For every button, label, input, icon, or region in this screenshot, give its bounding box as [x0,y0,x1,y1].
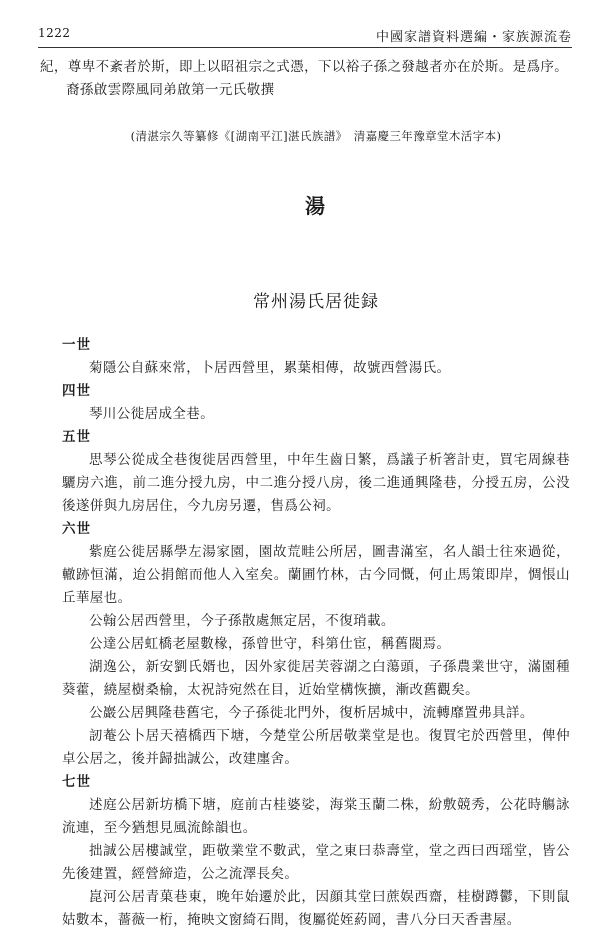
surname-heading: 湯 [305,194,327,218]
generation-paragraph: 崑河公居青菓巷東，晚年始遷於此，因顔其堂曰蔗娱西齋，桂樹蹲鬱，下則鼠姑數本，薔薇一桁，掩映文窗綺石間，復屬從姪葯岡，書八分曰天香書屋。 [62,889,570,928]
generation-paragraph: 公翰公居西營里，今子孫散處無定居，不復琑載。 [89,613,395,629]
generation-paragraph: 琴川公徙居成全巷。 [89,406,215,422]
generation-paragraph: 紫庭公徙居縣學左湯家園，園故荒畦公所居，圖書滿室，名人韻士往來過從，轍跡恒滿，迨公捐館而他人入室矣。蘭圃竹林，古今同慨，何止馬策即岸，惆悵山丘華屋也。 [62,544,570,606]
page-body [40,56,570,932]
generation-heading: 一世 [62,337,91,353]
source-citation: (清湛宗久等纂修《[湖南平江]湛氏族譜》 清嘉慶三年豫章堂木活字本) [130,129,502,143]
generation-paragraph: 公達公居虹橋老屋數椽，孫曾世守，科第仕宦，稱舊閥焉。 [89,636,451,652]
generation-heading: 六世 [62,521,91,537]
generation-paragraph: 訒菴公卜居天禧橋西下塘，今楚堂公所居敬業堂是也。復買宅於西營里，俾仲卓公居之，後并歸拙誠公，改建廛舍。 [62,728,570,767]
generations-list [62,334,570,932]
running-title: 中國家譜資料選編・家族源流卷 [375,30,572,45]
page-header [38,26,572,46]
generation-paragraph: 公巖公居興隆巷舊宅，今子孫徙北門外，復析居城中，流轉靡置弗具詳。 [89,705,534,721]
generation-heading: 四世 [62,383,91,399]
generation-paragraph: 菊隱公自蘇來常，卜居西營里，累葉相傳，故號西營湯氏。 [89,360,451,376]
preceding-text-end: 紀，尊卑不紊者於斯，即上以昭祖宗之式憑，下以裕子孫之發越者亦在於斯。是爲序。 [40,59,569,75]
section-title: 常州湯氏居徙録 [253,292,379,312]
page-number: 1222 [38,26,71,40]
header-rule [38,47,572,48]
author-credit: 裔孫啟雲際風同弟啟第一元氏敬撰 [66,82,275,98]
generation-paragraph: 思琴公從成全巷復徙居西營里，中年生齒日繁，爲議子析箸計吏，買宅周線巷驪房六進，前二進分授九房，中二進分授八房，後二進通興隆巷，分授五房，公没後遂併與九房居住，今九房另遷，售爲公祠。 [62,452,570,514]
generation-paragraph: 述庭公居新坊橋下塘，庭前古桂婆娑，海棠玉蘭二株，紛敷競秀，公花時觴詠流連，至今猶想見風流餘韻也。 [62,797,570,836]
generation-paragraph: 拙誠公居樓誠堂，距敬業堂不數武，堂之東曰恭壽堂，堂之西曰西瑶堂，皆公先後建置，經營締造，公之流澤長矣。 [62,843,570,882]
generation-paragraph: 湖逸公，新安劉氏婿也，因外家徙居芙蓉湖之白蕩頭，子孫農業世守，滿園種葵藿，繞屋樹桑榆，太祝詩宛然在目，近始堂構恢擴，漸改舊觀矣。 [62,659,570,698]
generation-heading: 五世 [62,429,91,445]
generation-heading: 七世 [62,774,91,790]
